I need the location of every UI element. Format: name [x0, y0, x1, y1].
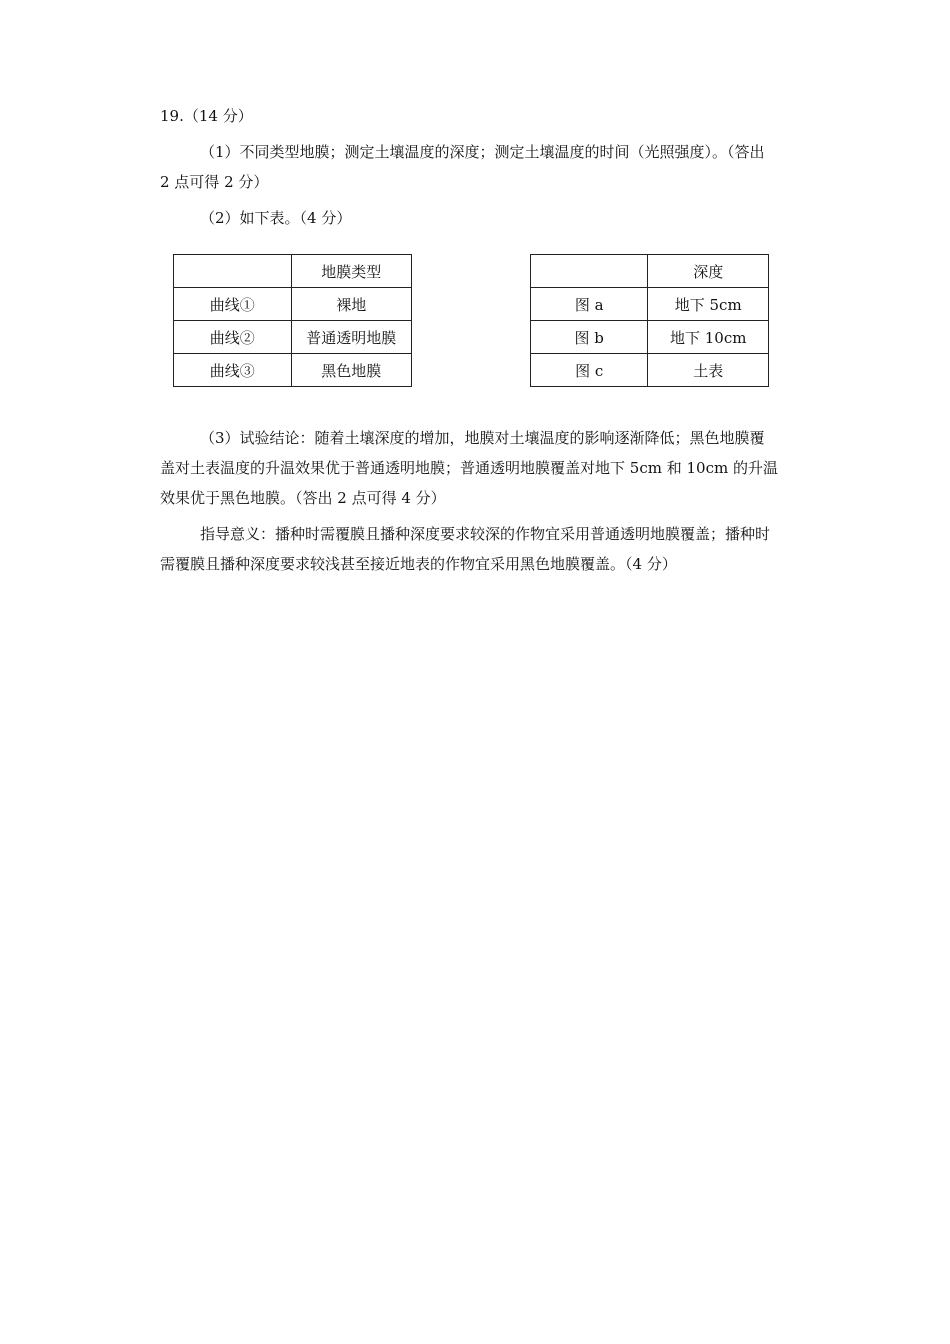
guidance-line2: 需覆膜且播种深度要求较浅甚至接近地表的作物宜采用黑色地膜覆盖。（4 分） [160, 555, 677, 573]
table-header-cell [174, 255, 292, 288]
part1-line2: 2 点可得 2 分） [160, 173, 269, 191]
part1-line1: （1）不同类型地膜；测定土壤温度的深度；测定土壤温度的时间（光照强度）。（答出 [200, 143, 765, 161]
table-header-cell: 地膜类型 [291, 255, 412, 288]
table-cell: 普通透明地膜 [291, 321, 412, 354]
part3-line2: 盖对土表温度的升温效果优于普通透明地膜；普通透明地膜覆盖对地下 5cm 和 10cm 的升温 [160, 459, 778, 477]
part2-line1: （2）如下表。（4 分） [200, 209, 352, 227]
table-header-cell [531, 255, 648, 288]
guidance-line1: 指导意义：播种时需覆膜且播种深度要求较深的作物宜采用普通透明地膜覆盖；播种时 [200, 525, 771, 543]
film-type-table [173, 254, 412, 387]
table-row [531, 288, 769, 321]
table-cell: 黑色地膜 [291, 354, 412, 387]
table-header-cell: 深度 [648, 255, 769, 288]
table-row [531, 354, 769, 387]
table-cell: 图 b [531, 321, 648, 354]
table-cell: 土表 [648, 354, 769, 387]
table-row [174, 255, 412, 288]
table-cell: 图 c [531, 354, 648, 387]
table-cell: 曲线② [174, 321, 292, 354]
table-cell: 图 a [531, 288, 648, 321]
table-cell: 曲线③ [174, 354, 292, 387]
table-row [531, 255, 769, 288]
table-row [174, 321, 412, 354]
part3-line1: （3）试验结论：随着土壤深度的增加，地膜对土壤温度的影响逐渐降低；黑色地膜覆 [200, 429, 765, 447]
depth-table [530, 254, 769, 387]
part3-line3: 效果优于黑色地膜。（答出 2 点可得 4 分） [160, 489, 446, 507]
table-cell: 曲线① [174, 288, 292, 321]
table-row [531, 321, 769, 354]
question-header: 19.（14 分） [160, 107, 253, 125]
table-cell: 裸地 [291, 288, 412, 321]
table-row [174, 288, 412, 321]
table-cell: 地下 5cm [648, 288, 769, 321]
table-cell: 地下 10cm [648, 321, 769, 354]
table-row [174, 354, 412, 387]
